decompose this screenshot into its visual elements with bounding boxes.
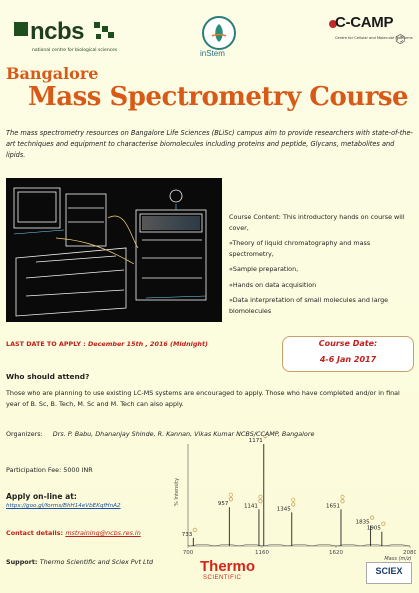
spectrum-peak-label: 1141 xyxy=(243,503,258,510)
apply-heading: Apply on-line at: xyxy=(6,492,77,501)
ccamp-wordmark: C-CAMP xyxy=(335,14,394,31)
ncbs-logo xyxy=(14,18,118,56)
thermo-logo xyxy=(200,558,272,584)
ncbs-pixel-icon xyxy=(94,22,116,42)
spectrum-peak-label: 1171 xyxy=(248,438,263,444)
glycan-icon xyxy=(341,495,344,498)
ncbs-subtitle: national centre for biological sciences xyxy=(32,48,118,53)
spectrum-ylabel: % Intensity xyxy=(174,477,180,506)
course-item: »Hands on data acquisition xyxy=(229,280,317,289)
glycan-icon xyxy=(229,493,232,496)
course-title: Mass Spectrometry Course xyxy=(28,82,409,112)
glycan-icon xyxy=(382,522,385,525)
spectrum-peak-label: 1345 xyxy=(276,506,291,513)
instem-emblem-icon xyxy=(202,16,236,50)
spectrum-peak-label: 1651 xyxy=(325,503,340,510)
course-date-value: 4-6 Jan 2017 xyxy=(319,355,377,364)
ncbs-wordmark: ncbs xyxy=(30,18,85,45)
course-content-heading: Course Content: This introductory hands on course will cover, xyxy=(229,213,405,232)
instem-logo xyxy=(198,14,238,62)
thermo-subtitle: SCIENTIFIC xyxy=(203,575,242,581)
instrument-photo xyxy=(6,178,222,322)
spectrum-x-tick-label: 2080 xyxy=(403,550,416,556)
spectrum-x-tick-label: 1160 xyxy=(255,550,269,556)
spectrum-peak-label: 733 xyxy=(181,531,193,538)
ccamp-logo xyxy=(329,14,411,54)
deadline-label: LAST DATE TO APPLY : xyxy=(6,340,86,348)
participation-fee: Participation Fee: 5000 INR xyxy=(6,466,93,474)
spectrum-x-tick-label: 700 xyxy=(182,550,194,556)
spectrum-svg xyxy=(166,436,416,562)
spectrum-x-tick-label: 1620 xyxy=(329,550,343,556)
course-item: »Sample preparation, xyxy=(229,265,299,273)
spectrum-xlabel: Mass (m/z) xyxy=(384,556,412,562)
course-date-box xyxy=(282,336,414,372)
organizers-label: Organizers: xyxy=(6,430,43,438)
deadline-value: December 15th , 2016 (Midnight) xyxy=(87,340,208,348)
course-content xyxy=(229,212,415,321)
sciex-logo xyxy=(366,562,412,584)
ccamp-subtitle: Centre for Cellular and Molecular Platforms xyxy=(335,36,413,40)
course-date-label: Course Date: xyxy=(318,339,378,348)
support-line xyxy=(6,558,153,566)
deadline-line xyxy=(6,340,208,348)
glycan-icon xyxy=(259,495,262,498)
mass-spectrum-chart xyxy=(166,436,416,562)
who-heading: Who should attend? xyxy=(6,372,90,381)
organizers-names: Drs. P. Babu, Dhananjay Shinde, R. Kannan, Vikas Kumar NCBS/CCAMP, Bangalore xyxy=(52,430,315,438)
intro-paragraph: The mass spectrometry resources on Bangalore Life Sciences (BLiSc) campus aim to provide researchers with state-of-the-art techniques and equipment to characterise biomolecules including proteins and peptide, Glycans, metabolites and lipids. xyxy=(6,129,413,159)
glycan-icon xyxy=(370,516,373,519)
spectrum-peak-label: 1905 xyxy=(366,525,381,532)
sciex-wordmark: SCIEX xyxy=(375,566,403,576)
ncbs-mark-icon xyxy=(14,22,28,36)
instem-wordmark: inStem xyxy=(200,49,225,58)
thermo-wordmark: Thermo xyxy=(200,558,256,575)
molecule-icon: ⌬ xyxy=(395,32,406,46)
course-item: »Data interpretation of small molecules and large biomolecules xyxy=(229,296,389,315)
glycan-icon xyxy=(292,498,295,501)
spectrum-peak-label: 957 xyxy=(217,501,229,508)
contact-line xyxy=(6,529,141,537)
who-text: Those who are planning to use existing LC-MS systems are encouraged to apply. Those who have completed and/or in final year of B. Sc, B. Tech, M. Sc and M. Tech can also apply. xyxy=(6,389,400,408)
glycan-icon xyxy=(341,500,344,503)
contact-label: Contact details: xyxy=(6,529,64,537)
city-heading: Bangalore xyxy=(6,64,99,83)
spectrum-peak-label: 1835 xyxy=(355,519,370,526)
course-item: »Theory of liquid chromatography and mass spectrometry, xyxy=(229,239,371,258)
glycan-icon xyxy=(193,528,196,531)
support-value: Thermo Scientific and Sciex Pvt Ltd xyxy=(39,558,154,566)
contact-email-link[interactable]: mstraining@ncbs.res.in xyxy=(65,529,141,537)
glycan-icon xyxy=(264,436,267,438)
glycan-icon xyxy=(292,503,295,506)
glycan-icon xyxy=(259,500,262,503)
support-label: Support: xyxy=(6,558,38,566)
apply-link[interactable]: https://goo.gl/forms/BhH14eVbEKqfHnA2 xyxy=(6,503,121,509)
glycan-icon xyxy=(229,498,232,501)
